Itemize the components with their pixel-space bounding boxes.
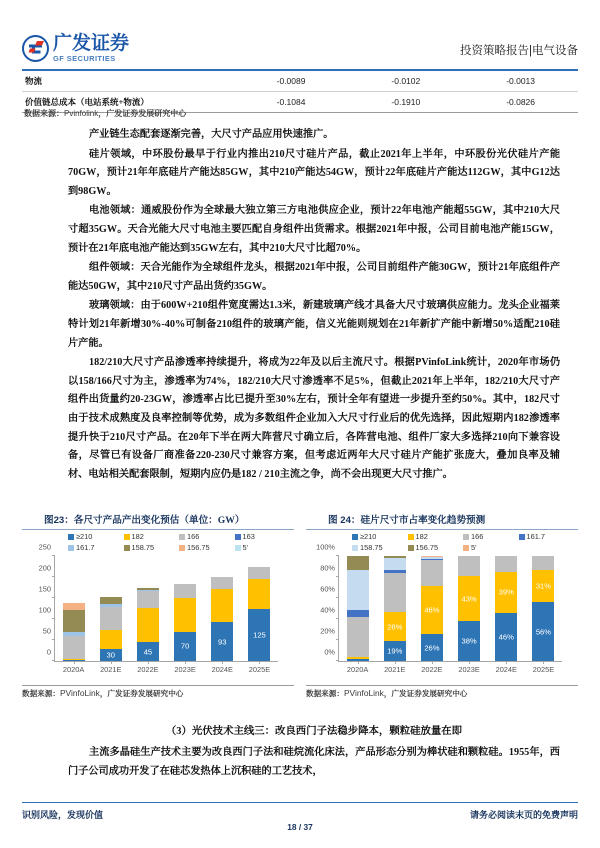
bar-value-label: 93	[218, 637, 227, 647]
table-cell-v1: -0.0089	[234, 71, 349, 92]
legend-swatch-icon	[124, 534, 130, 540]
bar-value-label: 56%	[535, 627, 552, 637]
section-heading: 产业链生态配套逐渐完善，大尺寸产品应用快速推广。	[89, 129, 334, 140]
x-axis-tick-label: 2021E	[100, 665, 122, 675]
bar-segment	[63, 610, 85, 632]
legend-item-166	[179, 532, 235, 541]
y-axis-tick-mark	[336, 660, 339, 661]
legend-label: 158.75	[360, 543, 383, 553]
paragraph-lead: 硅片领域，	[89, 148, 143, 160]
legend-label: 5'	[471, 543, 477, 553]
legend-item-182	[124, 532, 180, 541]
legend-label: 156.75	[415, 543, 439, 553]
stacked-bar	[421, 556, 443, 661]
stacked-bar	[458, 556, 480, 661]
paragraph-text: 根据PVinfoLink统计，2020年市场仍以158/166尺寸为主，渗透率为74%，182/210大尺寸渗透率不足5%，但截止2021年上半年，182/210大尺寸产组件出货量约20-23GW，渗透率占比已提升至30%左右，预计全年有望进一步提升至约50%。其中，182尺寸由于技术成熟度及良率控制等优势，成为多数组件企业加入大尺寸行业后的优先选择，因此短期内182渗透率提升快于210尺寸产品。在20年下半在两大阵营尺寸确立后，各阵营电池、组件厂家大多选择210向下兼容设备，尽管已有设备厂商准备220-230尺寸兼容方案，但考虑近两年大尺寸硅片产能扩张庞大，叠加良率及辅材、电站相关配套限制，短期内应仍是182 / 210主流之争，尚不会出现更大尺寸推广。	[68, 357, 561, 480]
paragraph-cell	[68, 202, 560, 258]
legend-label: 161.7	[526, 532, 545, 542]
bar-segment	[174, 584, 196, 598]
bar-segment	[347, 556, 369, 570]
bar-group	[204, 556, 241, 675]
legend-item-166	[463, 532, 519, 541]
legend-label: 163	[242, 532, 255, 542]
table-cell-v1: -0.1084	[234, 92, 349, 113]
legend-item-156.75	[179, 543, 235, 552]
x-axis-tick-label: 2021E	[384, 665, 406, 675]
bar-segment	[63, 603, 85, 610]
cost-table	[22, 71, 578, 113]
bar-segment	[421, 559, 443, 560]
legend-swatch-icon	[408, 545, 414, 551]
bar-group	[451, 556, 488, 675]
figure-24	[306, 512, 578, 717]
figure-23-canvas	[22, 532, 294, 684]
legend-swatch-icon	[235, 534, 241, 540]
legend-item-210	[68, 532, 124, 541]
table-row	[22, 71, 578, 92]
bar-value-label: 46%	[424, 605, 440, 615]
legend-item-182	[408, 532, 464, 541]
table-cell-v2: -0.1910	[348, 92, 463, 113]
cost-table-body	[22, 71, 578, 113]
bar-segment	[100, 604, 122, 607]
figure-23-legend	[68, 532, 290, 554]
table-row-label: 物流	[22, 71, 234, 92]
page-number: 18 / 37	[287, 822, 313, 832]
y-axis-tick-label: 200	[38, 563, 51, 573]
bar-segment	[421, 586, 443, 634]
paragraph-text: 中环股份最早于行业内推出210尺寸硅片产品，截止2021年上半年，中环股份光伏硅片产能70GW，预计21年年底硅片产能达85GW，其中210产能达54GW，预计22年底硅片产能达112GW，其中G12达到98GW。	[68, 148, 561, 197]
y-axis-tick-label: 80%	[320, 563, 335, 573]
bar-value-label: 45	[143, 647, 153, 657]
stacked-bar	[248, 567, 270, 661]
y-axis-tick-mark	[336, 576, 339, 577]
paragraph-module	[68, 259, 560, 296]
stacked-bar	[137, 588, 159, 661]
bar-value-label: 28%	[387, 622, 403, 632]
bar-segment	[211, 577, 233, 589]
gf-securities-logo-icon	[22, 35, 49, 62]
y-axis-tick-label: 50	[42, 626, 51, 636]
bar-value-label: 19%	[387, 646, 403, 656]
legend-label: 5'	[242, 543, 249, 553]
bar-segment	[347, 570, 369, 610]
footer-slogan: 识别风险，发现价值	[22, 810, 104, 820]
legend-item-158.75	[124, 543, 180, 552]
bar-segment	[532, 556, 554, 570]
brand-name-cn: 广发证券	[53, 33, 130, 54]
legend-swatch-icon	[463, 545, 469, 551]
figure-24-rule	[306, 529, 578, 530]
bar-group	[129, 556, 166, 675]
bar-group	[376, 556, 413, 675]
page-header	[22, 34, 578, 68]
y-axis-tick-label: 100%	[316, 542, 335, 552]
figure-23	[22, 512, 294, 717]
paragraph-penetration	[68, 354, 560, 484]
y-axis-tick-mark	[52, 597, 55, 598]
figure-24-source: 数据来源：PVinfoLink，广发证券发展研究中心	[306, 685, 578, 699]
body-content	[68, 126, 560, 485]
bar-group	[525, 556, 562, 675]
figure-24-number: 图 24：	[328, 515, 361, 526]
x-axis-tick-label: 2023E	[458, 665, 480, 675]
legend-swatch-icon	[519, 534, 525, 540]
x-axis-tick-label: 2024E	[211, 665, 233, 675]
legend-item-158.75	[352, 543, 408, 552]
bar-segment	[100, 630, 122, 648]
bar-segment	[384, 570, 406, 573]
y-axis-tick-mark	[52, 639, 55, 640]
legend-label: ≥210	[360, 532, 377, 542]
paragraph-text: 天合光能作为全球组件龙头，根据2021年中报，公司目前组件产能30GW，预计21年底组件产能达50GW，其中210尺寸产品出货约35GW。	[68, 262, 561, 292]
legend-swatch-icon	[352, 534, 358, 540]
bar-value-label: 125	[253, 630, 266, 640]
bar-segment	[458, 556, 480, 576]
x-axis-tick-label: 2024E	[495, 665, 517, 675]
bar-segment	[63, 659, 85, 660]
y-axis-tick-label: 100	[38, 605, 51, 615]
stacked-bar	[495, 556, 517, 661]
legend-swatch-icon	[408, 534, 414, 540]
x-axis-tick-label: 2022E	[421, 665, 443, 675]
y-axis-tick-mark	[52, 618, 55, 619]
bar-value-label: 46%	[498, 632, 514, 642]
paragraph-text: 通威股份作为全球最大独立第三方电池供应企业，预计22年电池产能超55GW，其中210大尺寸超35GW。天合光能大尺寸电池主要匹配自身组件出货需求。根据2021年中报，公司目前电池产能15GW，预计在21年底电池产能达到35GW左右，其中210大尺寸比超70%。	[68, 205, 561, 254]
bar-segment	[384, 641, 406, 661]
legend-swatch-icon	[68, 534, 74, 540]
table-cell-v2: -0.0102	[348, 71, 463, 92]
legend-label: 161.7	[76, 543, 95, 553]
legend-item-5	[235, 543, 291, 552]
x-axis-tick-label: 2022E	[137, 665, 159, 675]
stacked-bar	[532, 556, 554, 661]
y-axis-tick-mark	[336, 639, 339, 640]
stacked-bar	[63, 603, 85, 661]
legend-swatch-icon	[179, 534, 185, 540]
bar-value-label: 39%	[498, 587, 514, 597]
bar-segment	[495, 572, 517, 613]
bar-segment	[174, 598, 196, 632]
table-cell-v3: -0.0013	[463, 71, 578, 92]
charts-row	[22, 512, 578, 717]
legend-swatch-icon	[352, 545, 358, 551]
bar-group	[339, 556, 376, 675]
x-axis-tick-label: 2020A	[62, 665, 85, 675]
bar-value-label: 38%	[461, 636, 477, 646]
paragraph-silicon-wafer	[68, 146, 560, 202]
bar-value-label: 31%	[535, 581, 552, 591]
footer-disclaimer: 请务必阅读末页的免费声明	[469, 810, 578, 820]
y-axis-tick-mark	[336, 597, 339, 598]
legend-item-210	[352, 532, 408, 541]
y-axis-tick-label: 0	[46, 647, 51, 657]
y-axis-tick-label: 150	[38, 584, 51, 594]
x-axis-tick-label: 2025E	[532, 665, 555, 675]
stacked-bar	[174, 584, 196, 662]
bar-segment	[347, 617, 369, 657]
tail-heading: （3）光伏技术主线三：改良西门子法稳步降本，颗粒硅放量在即	[165, 726, 463, 737]
bar-segment	[421, 560, 443, 585]
figure-23-caption: 各尺寸产品产出变化预估（单位：GW）	[73, 515, 245, 526]
bar-segment	[458, 576, 480, 621]
y-axis-tick-label: 0%	[324, 647, 335, 657]
y-axis-tick-mark	[52, 660, 55, 661]
bar-value-label: 30	[106, 650, 115, 660]
bar-segment	[174, 632, 196, 661]
figure-23-rule	[22, 529, 294, 530]
paragraph-lead: 组件领域：	[89, 262, 141, 274]
figure-23-bars	[55, 556, 278, 675]
stacked-bar	[384, 556, 406, 661]
legend-swatch-icon	[463, 534, 469, 540]
legend-label: 182	[131, 532, 144, 542]
bar-segment	[137, 588, 159, 590]
legend-item-5	[463, 543, 519, 552]
bar-segment	[532, 602, 554, 661]
bar-group	[55, 556, 92, 675]
legend-label: ≥210	[76, 532, 93, 542]
paragraph-lead: 玻璃领域：	[89, 300, 141, 312]
bar-segment	[347, 657, 369, 659]
report-type-tag: 投资策略报告|电气设备	[460, 45, 578, 57]
legend-label: 156.75	[187, 543, 210, 553]
figure-24-caption: 硅片尺寸市占率变化趋势预测	[360, 515, 486, 526]
bar-segment	[458, 621, 480, 661]
stacked-bar	[347, 556, 369, 661]
figure-24-canvas	[306, 532, 578, 684]
bar-group	[413, 556, 450, 675]
figure-24-legend	[352, 532, 574, 554]
bar-segment	[495, 613, 517, 661]
paragraph-glass	[68, 297, 560, 353]
y-axis-tick-label: 60%	[320, 584, 335, 594]
bar-segment	[347, 610, 369, 617]
figure-24-title	[306, 512, 578, 529]
tail-content	[68, 722, 560, 782]
legend-label: 158.75	[131, 543, 155, 553]
bar-segment	[137, 608, 159, 642]
figure-23-number: 图23：	[44, 515, 74, 526]
legend-swatch-icon	[179, 545, 185, 551]
bar-segment	[63, 632, 85, 636]
y-axis-tick-label: 20%	[320, 626, 335, 636]
source-provider: PVinfoLink	[343, 688, 384, 699]
x-axis-tick-label: 2023E	[174, 665, 196, 675]
legend-swatch-icon	[124, 545, 130, 551]
figure-23-source: 数据来源：PVinfoLink，广发证券发展研究中心	[22, 685, 294, 699]
bar-segment	[384, 558, 406, 570]
bar-segment	[137, 642, 159, 661]
stacked-bar	[100, 597, 122, 661]
table-source-note: 数据来源：Pvinfolink，广发证券发展研究中心	[24, 109, 187, 118]
y-axis-tick-mark	[336, 555, 339, 556]
bar-segment	[495, 556, 517, 572]
legend-item-156.75	[408, 543, 464, 552]
bar-segment	[211, 622, 233, 661]
y-axis-tick-label: 250	[38, 542, 51, 552]
legend-item-163	[235, 532, 291, 541]
bar-segment	[100, 597, 122, 604]
bar-segment	[384, 573, 406, 612]
y-axis-tick-label: 40%	[320, 605, 335, 615]
bar-value-label: 26%	[424, 643, 440, 653]
bar-segment	[248, 567, 270, 579]
bar-segment	[421, 557, 443, 559]
bar-segment	[248, 579, 270, 608]
table-row-label: 价值链总成本（电站系统+物流）	[22, 92, 234, 113]
legend-label: 166	[187, 532, 200, 542]
x-axis-tick-label: 2025E	[248, 665, 271, 675]
paragraph-lead: 182/210大尺寸产品渗透率持续提升，将成为22年及以后主流尺寸。	[89, 357, 395, 369]
footer-divider	[22, 802, 578, 803]
y-axis-tick-mark	[52, 576, 55, 577]
tail-paragraph: 主流多晶硅生产技术主要为改良西门子法和硅烷流化床法，产品形态分别为棒状硅和颗粒硅。1955年，西门子公司成功开发了在硅芯发热体上沉积硅的工艺技术，	[68, 747, 560, 777]
bar-segment	[421, 634, 443, 661]
legend-label: 166	[471, 532, 484, 542]
paragraph-lead: 电池领域：	[89, 205, 142, 217]
table-cell-v3: -0.0826	[463, 92, 578, 113]
bar-segment	[137, 591, 159, 609]
bar-segment	[384, 556, 406, 558]
y-axis-tick-mark	[336, 618, 339, 619]
bar-segment	[100, 649, 122, 662]
legend-swatch-icon	[68, 545, 74, 551]
legend-item-161.7	[519, 532, 575, 541]
bar-group	[488, 556, 525, 675]
bar-segment	[248, 609, 270, 662]
brand-logo	[22, 34, 129, 63]
figure-24-bars	[339, 556, 562, 675]
bar-segment	[137, 590, 159, 591]
bar-segment	[384, 612, 406, 641]
legend-label: 182	[415, 532, 428, 542]
bar-group	[92, 556, 129, 675]
bar-value-label: 70	[180, 641, 190, 651]
brand-name-en: GF SECURITIES	[53, 54, 116, 63]
x-axis-tick-label: 2020A	[346, 665, 369, 675]
stacked-bar	[211, 577, 233, 661]
legend-item-161.7	[68, 543, 124, 552]
paragraph-text: 由于600W+210组件宽度需达1.3米，新建玻璃产线才具备大尺寸玻璃供应能力。龙头企业福莱特计划21年新增30%-40%可制备210组件的玻璃产能，信义光能则规划在21年新扩产能中新增50%适配210硅片产能。	[68, 300, 560, 349]
bar-segment	[421, 556, 443, 557]
legend-swatch-icon	[235, 545, 241, 551]
bar-value-label: 43%	[461, 594, 477, 604]
source-provider: PVinfoLink	[59, 688, 100, 699]
bar-segment	[100, 607, 122, 631]
y-axis-tick-mark	[52, 555, 55, 556]
bar-group	[241, 556, 278, 675]
bar-group	[167, 556, 204, 675]
source-provider: Pvinfolink	[64, 109, 99, 118]
bar-segment	[63, 636, 85, 659]
bar-segment	[532, 570, 554, 603]
figure-23-title	[22, 512, 294, 529]
bar-segment	[211, 589, 233, 622]
